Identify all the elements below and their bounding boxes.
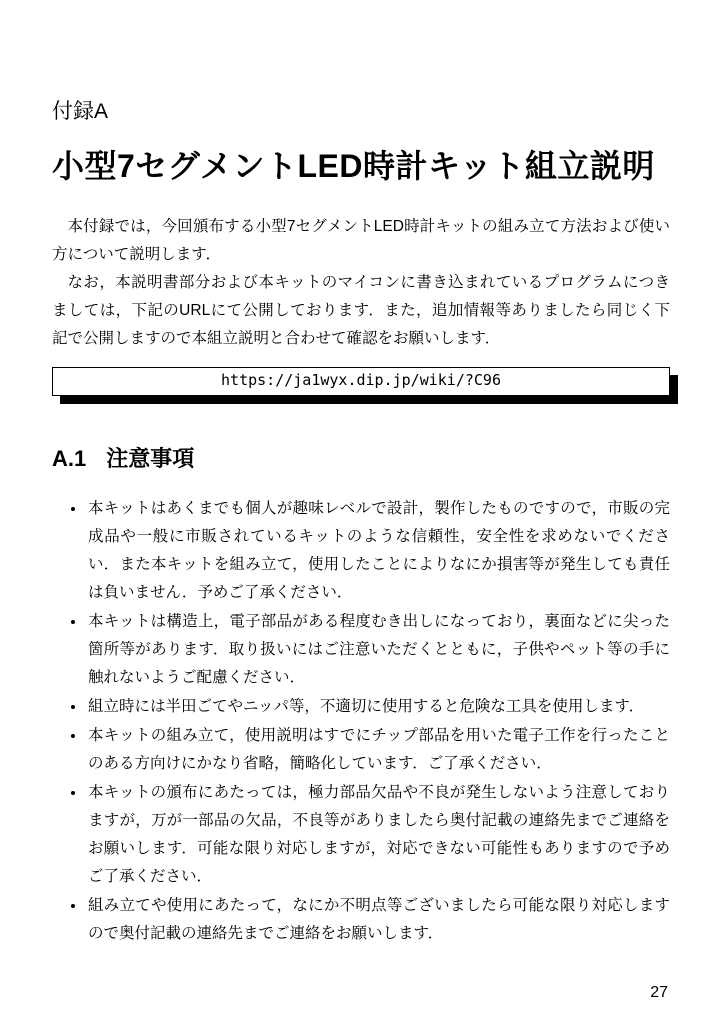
caution-item: • 本キットの組み立て，使用説明はすでにチップ部品を用いた電子工作を行ったことのある方向けにかなり省略，簡略化しています．ご了承ください． <box>86 722 670 778</box>
caution-item: • 組立時には半田ごてやニッパ等，不適切に使用すると危険な工具を使用します． <box>86 693 670 721</box>
section-number: A.1 <box>52 446 87 472</box>
caution-item: • 本キットは構造上，電子部品がある程度むき出しになっており，裏面などに尖った箇所等があります．取り扱いにはご注意いただくとともに，子供やペット等の手に触れないようご配慮ください． <box>86 608 670 692</box>
page-number: 27 <box>650 984 668 1001</box>
url-shadow-box <box>52 367 670 396</box>
cautions-list <box>52 495 670 948</box>
wiki-url-link[interactable]: https://ja1wyx.dip.jp/wiki/?C96 <box>221 371 501 390</box>
chapter-title: 小型7セグメントLED時計キット組立説明 <box>52 148 655 184</box>
chapter-label: 付録A <box>52 100 109 123</box>
intro-paragraph-2: なお，本説明書部分および本キットのマイコンに書き込まれているプログラムにつきましては，下記のURLにて公開しております．また，追加情報等ありましたら同じく下記で公開しますので本組立説明と合わせて確認をお願いします． <box>52 274 670 348</box>
caution-item: • 組み立てや使用にあたって，なにか不明点等ございましたら可能な限り対応しますので奥付記載の連絡先までご連絡をお願いします． <box>86 892 670 948</box>
intro-paragraph-1: 本付録では，今回頒布する小型7セグメントLED時計キットの組み立て方法および使い方について説明します． <box>52 218 670 264</box>
caution-item: • 本キットはあくまでも個人が趣味レベルで設計，製作したものですので，市販の完成品や一般に市販されているキットのような信頼性，安全性を求めないでください．また本キットを組み立て，使用したことによりなにか損害等が発生しても責任は負いません．予めご了承ください． <box>86 495 670 607</box>
caution-item: • 本キットの頒布にあたっては，極力部品欠品や不良が発生しないよう注意しておりますが，万が一部品の欠品，不良等がありましたら奥付記載の連絡先までご連絡をお願いします．可能な限り対応しますが，対応できない可能性もありますので予めご了承ください． <box>86 779 670 891</box>
section-title: 注意事項 <box>106 446 195 472</box>
section-heading <box>52 442 670 473</box>
